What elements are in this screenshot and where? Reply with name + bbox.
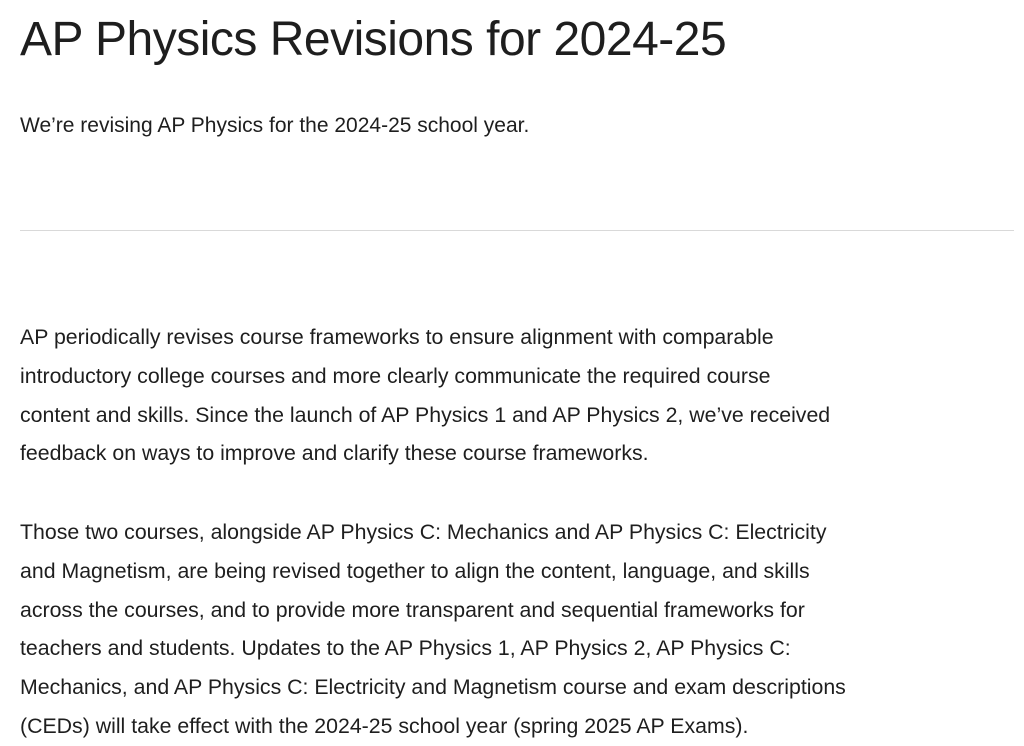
paragraph-line: Mechanics, and AP Physics C: Electricity and Magnetism course and exam descriptions [20, 675, 846, 700]
paragraph-line: content and skills. Since the launch of AP Physics 1 and AP Physics 2, we’ve received [20, 402, 831, 427]
paragraph-line: (CEDs) will take effect with the 2024-25 school year (spring 2025 AP Exams). [20, 713, 749, 738]
paragraph-line: across the courses, and to provide more transparent and sequential frameworks for [20, 597, 805, 622]
page-subtitle: We’re revising AP Physics for the 2024-25 school year. [20, 114, 530, 137]
paragraph-line: introductory college courses and more clearly communicate the required course [20, 363, 771, 388]
paragraph-line: feedback on ways to improve and clarify these course frameworks. [20, 441, 649, 466]
section-divider [20, 230, 1014, 231]
paragraph-intro [20, 318, 830, 473]
page-title: AP Physics Revisions for 2024-25 [20, 13, 727, 66]
paragraph-details [20, 513, 846, 746]
paragraph-line: Those two courses, alongside AP Physics C: Mechanics and AP Physics C: Electricity [20, 520, 827, 544]
paragraph-line: AP periodically revises course frameworks to ensure alignment with comparable [20, 325, 774, 349]
paragraph-line: teachers and students. Updates to the AP Physics 1, AP Physics 2, AP Physics C: [20, 636, 791, 661]
paragraph-line: and Magnetism, are being revised together to align the content, language, and skills [20, 558, 810, 583]
